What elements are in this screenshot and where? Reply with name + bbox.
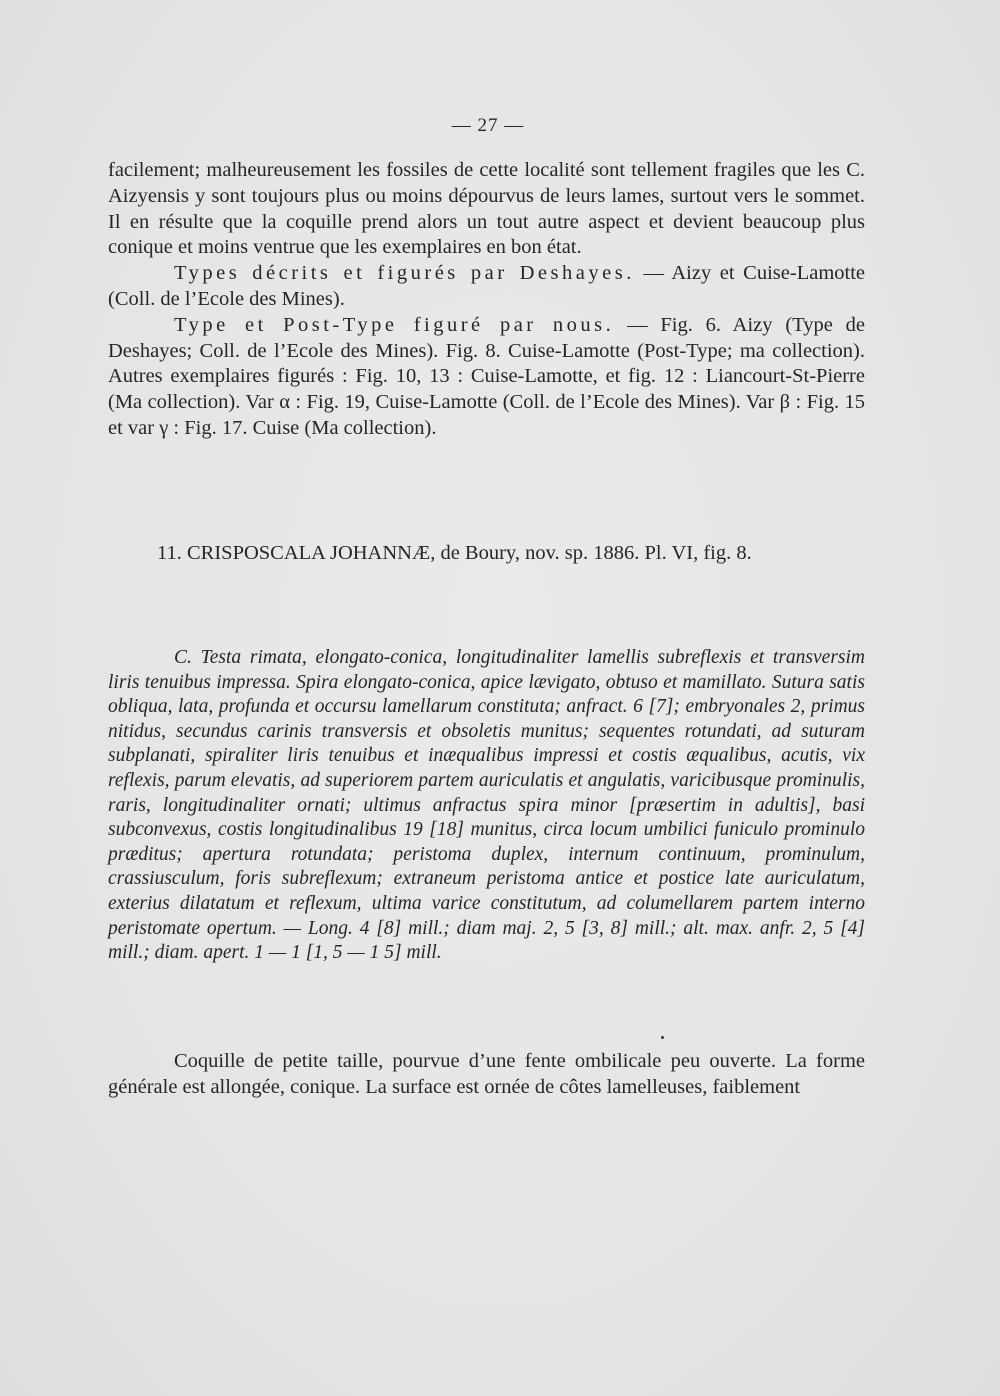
page-number: — 27 — <box>451 115 525 136</box>
type-post-label: Type et Post-Type figuré par nous. <box>174 313 615 336</box>
latin-paragraph: C. Testa rimata, elongato-conica, longitudinaliter lamellis subreflexis et transversim liris tenuibus impressa. Spira elongato-conica, apice lævigato, obtuso et mamillato. Sutura satis obliqua, lata, profunda et occursu lamellarum constituta; anfract. 6 [7]; embryonales 2, primus nitidus, secundus carinis transversis et obsoletis munitus; sequentes rotundati, ad suturam subplanati, spiraliter liris tenuibus et inæqualibus impressi et costis æqualibus, acutis, vix reflexis, parum elevatis, ad superiorem partem auriculatis et angulatis, varicibusque prominulis, raris, longitudinaliter ornati; ultimus anfractus spira minor [præsertim in adultis], basi subconvexus, costis longitudinalibus 19 [18] munitus, circa locum umbilici funiculo prominulo præditus; apertura rotundata; peristoma duplex, internum continuum, prominulum, crassiusculum, foris subreflexum; extraneum peristoma antice et postice late auriculatum, exterius dilatatum et reflexum, ultima varice constitutum, ad columellarem partem interno peristomate opertum. — Long. 4 [8] mill.; diam maj. 2, 5 [3, 8] mill.; alt. max. anfr. 2, 5 [4] mill.; diam. apert. 1 — 1 [1, 5 — 1 5] mill. <box>108 647 865 964</box>
types-label: Types décrits et figurés par Deshayes. <box>174 262 635 285</box>
paragraph-intro: facilement; malheureusement les fossiles de cette localité sont tellement fragiles que les C. Aizyensis y sont toujours plus ou moins dépourvus de leurs lames, surtout vers le sommet. Il en résulte que la coquille prend alors un tout autre aspect et devient beaucoup plus conique et moins ventrue que les exemplaires en bon état. <box>108 159 865 259</box>
latin-description <box>108 646 865 966</box>
paragraph-types <box>108 261 865 313</box>
paragraph-type-post-type <box>108 313 865 442</box>
types-text: — Aizy et Cuise-Lamotte (Coll. de l’Ecole des Mines). <box>108 262 866 310</box>
type-post-text: — Fig. 6. Aizy (Type de Deshayes; Coll. de l’Ecole des Mines). Fig. 8. Cuise-Lamotte (Post-Type; ma collection). Autres exemplaires figurés : Fig. 10, 13 : Cuise-Lamotte, et fig. 12 : Liancourt-St-Pierre (Ma collection). Var α : Fig. 19, Cuise-Lamotte (Coll. de l’Ecole des Mines). Var β : Fig. 15 et var γ : Fig. 17. Cuise (Ma collection). <box>108 313 865 439</box>
french-description <box>108 1048 865 1100</box>
species-heading: 11. CRISPOSCALA JOHANNÆ, de Boury, nov. sp. 1886. Pl. VI, fig. 8. <box>157 542 752 564</box>
ink-speck <box>661 1036 664 1039</box>
body-text-top <box>108 158 865 442</box>
description-paragraph: Coquille de petite taille, pourvue d’une fente ombilicale peu ouverte. La forme générale est allongée, conique. La surface est ornée de côtes lamelleuses, faiblement <box>108 1050 865 1098</box>
